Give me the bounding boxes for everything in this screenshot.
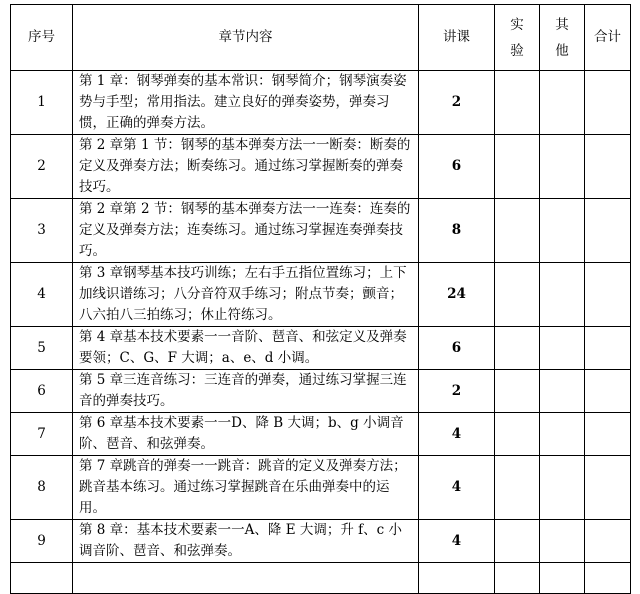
table-row-partial: [11, 563, 631, 594]
row-total: [585, 413, 631, 456]
row-lecture: 4: [419, 413, 495, 456]
row-other: [540, 263, 585, 327]
row-content: 第 5 章三连音练习：三连音的弹奏，通过练习掌握三连音的弹奏技巧。: [73, 370, 419, 413]
row-other: [540, 520, 585, 563]
row-lecture: 2: [419, 71, 495, 135]
partial-cell: [540, 563, 585, 594]
table-row: [11, 199, 631, 263]
row-content: 第 3 章钢琴基本技巧训练；左右手五指位置练习；上下加线识谱练习；八分音符双手练习；附点节奏；颤音；八六拍八三拍练习；休止符练习。: [73, 263, 419, 327]
row-other: [540, 413, 585, 456]
row-experiment: [495, 413, 540, 456]
header-other: [540, 5, 585, 71]
row-total: [585, 456, 631, 520]
row-experiment: [495, 327, 540, 370]
row-index: 8: [11, 456, 73, 520]
row-content: 第 1 章：钢琴弹奏的基本常识：钢琴简介；钢琴演奏姿势与手型；常用指法。建立良好的弹奏姿势，弹奏习惯，正确的弹奏方法。: [73, 71, 419, 135]
header-index: 序号: [11, 5, 73, 71]
header-other-line2: 他: [555, 42, 569, 59]
table-row: [11, 263, 631, 327]
header-content: 章节内容: [73, 5, 419, 71]
row-other: [540, 370, 585, 413]
row-other: [540, 327, 585, 370]
header-experiment: [495, 5, 540, 71]
table-row: [11, 520, 631, 563]
row-experiment: [495, 520, 540, 563]
row-other: [540, 71, 585, 135]
row-content: 第 2 章第 2 节：钢琴的基本弹奏方法一一连奏：连奏的定义及弹奏方法；连奏练习。通过练习掌握连奏弹奏技巧。: [73, 199, 419, 263]
partial-cell: [419, 563, 495, 594]
partial-cell: [585, 563, 631, 594]
row-experiment: [495, 263, 540, 327]
row-lecture: 24: [419, 263, 495, 327]
row-other: [540, 199, 585, 263]
course-schedule-table-container: [10, 4, 631, 594]
table-row: [11, 327, 631, 370]
row-index: 5: [11, 327, 73, 370]
partial-cell: [73, 563, 419, 594]
row-content: 第 2 章第 1 节：钢琴的基本弹奏方法一一断奏：断奏的定义及弹奏方法；断奏练习。通过练习掌握断奏的弹奏技巧。: [73, 135, 419, 199]
row-lecture: 4: [419, 456, 495, 520]
row-lecture: 6: [419, 327, 495, 370]
table-row: [11, 71, 631, 135]
row-experiment: [495, 135, 540, 199]
course-schedule-table: [10, 4, 631, 594]
partial-cell: [11, 563, 73, 594]
row-total: [585, 327, 631, 370]
header-total: 合计: [585, 5, 631, 71]
header-lecture: 讲课: [419, 5, 495, 71]
row-total: [585, 263, 631, 327]
row-index: 9: [11, 520, 73, 563]
table-row: [11, 413, 631, 456]
row-experiment: [495, 370, 540, 413]
row-experiment: [495, 199, 540, 263]
row-index: 1: [11, 71, 73, 135]
table-row: [11, 370, 631, 413]
table-row: [11, 456, 631, 520]
header-row: [11, 5, 631, 71]
row-content: 第 7 章跳音的弹奏一一跳音：跳音的定义及弹奏方法；跳音基本练习。通过练习掌握跳音在乐曲弹奏中的运用。: [73, 456, 419, 520]
header-experiment-line1: 实: [510, 16, 524, 33]
row-experiment: [495, 71, 540, 135]
row-experiment: [495, 456, 540, 520]
row-total: [585, 199, 631, 263]
partial-cell: [495, 563, 540, 594]
row-index: 4: [11, 263, 73, 327]
row-total: [585, 520, 631, 563]
header-experiment-line2: 验: [510, 42, 524, 59]
row-lecture: 6: [419, 135, 495, 199]
row-total: [585, 71, 631, 135]
row-content: 第 8 章：基本技术要素一一A、降 E 大调；升 f、c 小调音阶、琶音、和弦弹奏。: [73, 520, 419, 563]
row-lecture: 2: [419, 370, 495, 413]
row-content: 第 6 章基本技术要素一一D、降 B 大调；b、g 小调音阶、琶音、和弦弹奏。: [73, 413, 419, 456]
row-total: [585, 135, 631, 199]
row-total: [585, 370, 631, 413]
row-index: 7: [11, 413, 73, 456]
row-other: [540, 456, 585, 520]
row-other: [540, 135, 585, 199]
row-index: 3: [11, 199, 73, 263]
row-index: 6: [11, 370, 73, 413]
row-content: 第 4 章基本技术要素一一音阶、琶音、和弦定义及弹奏要领；C、G、F 大调；a、e、d 小调。: [73, 327, 419, 370]
header-other-line1: 其: [555, 16, 569, 33]
table-row: [11, 135, 631, 199]
row-lecture: 4: [419, 520, 495, 563]
row-lecture: 8: [419, 199, 495, 263]
row-index: 2: [11, 135, 73, 199]
